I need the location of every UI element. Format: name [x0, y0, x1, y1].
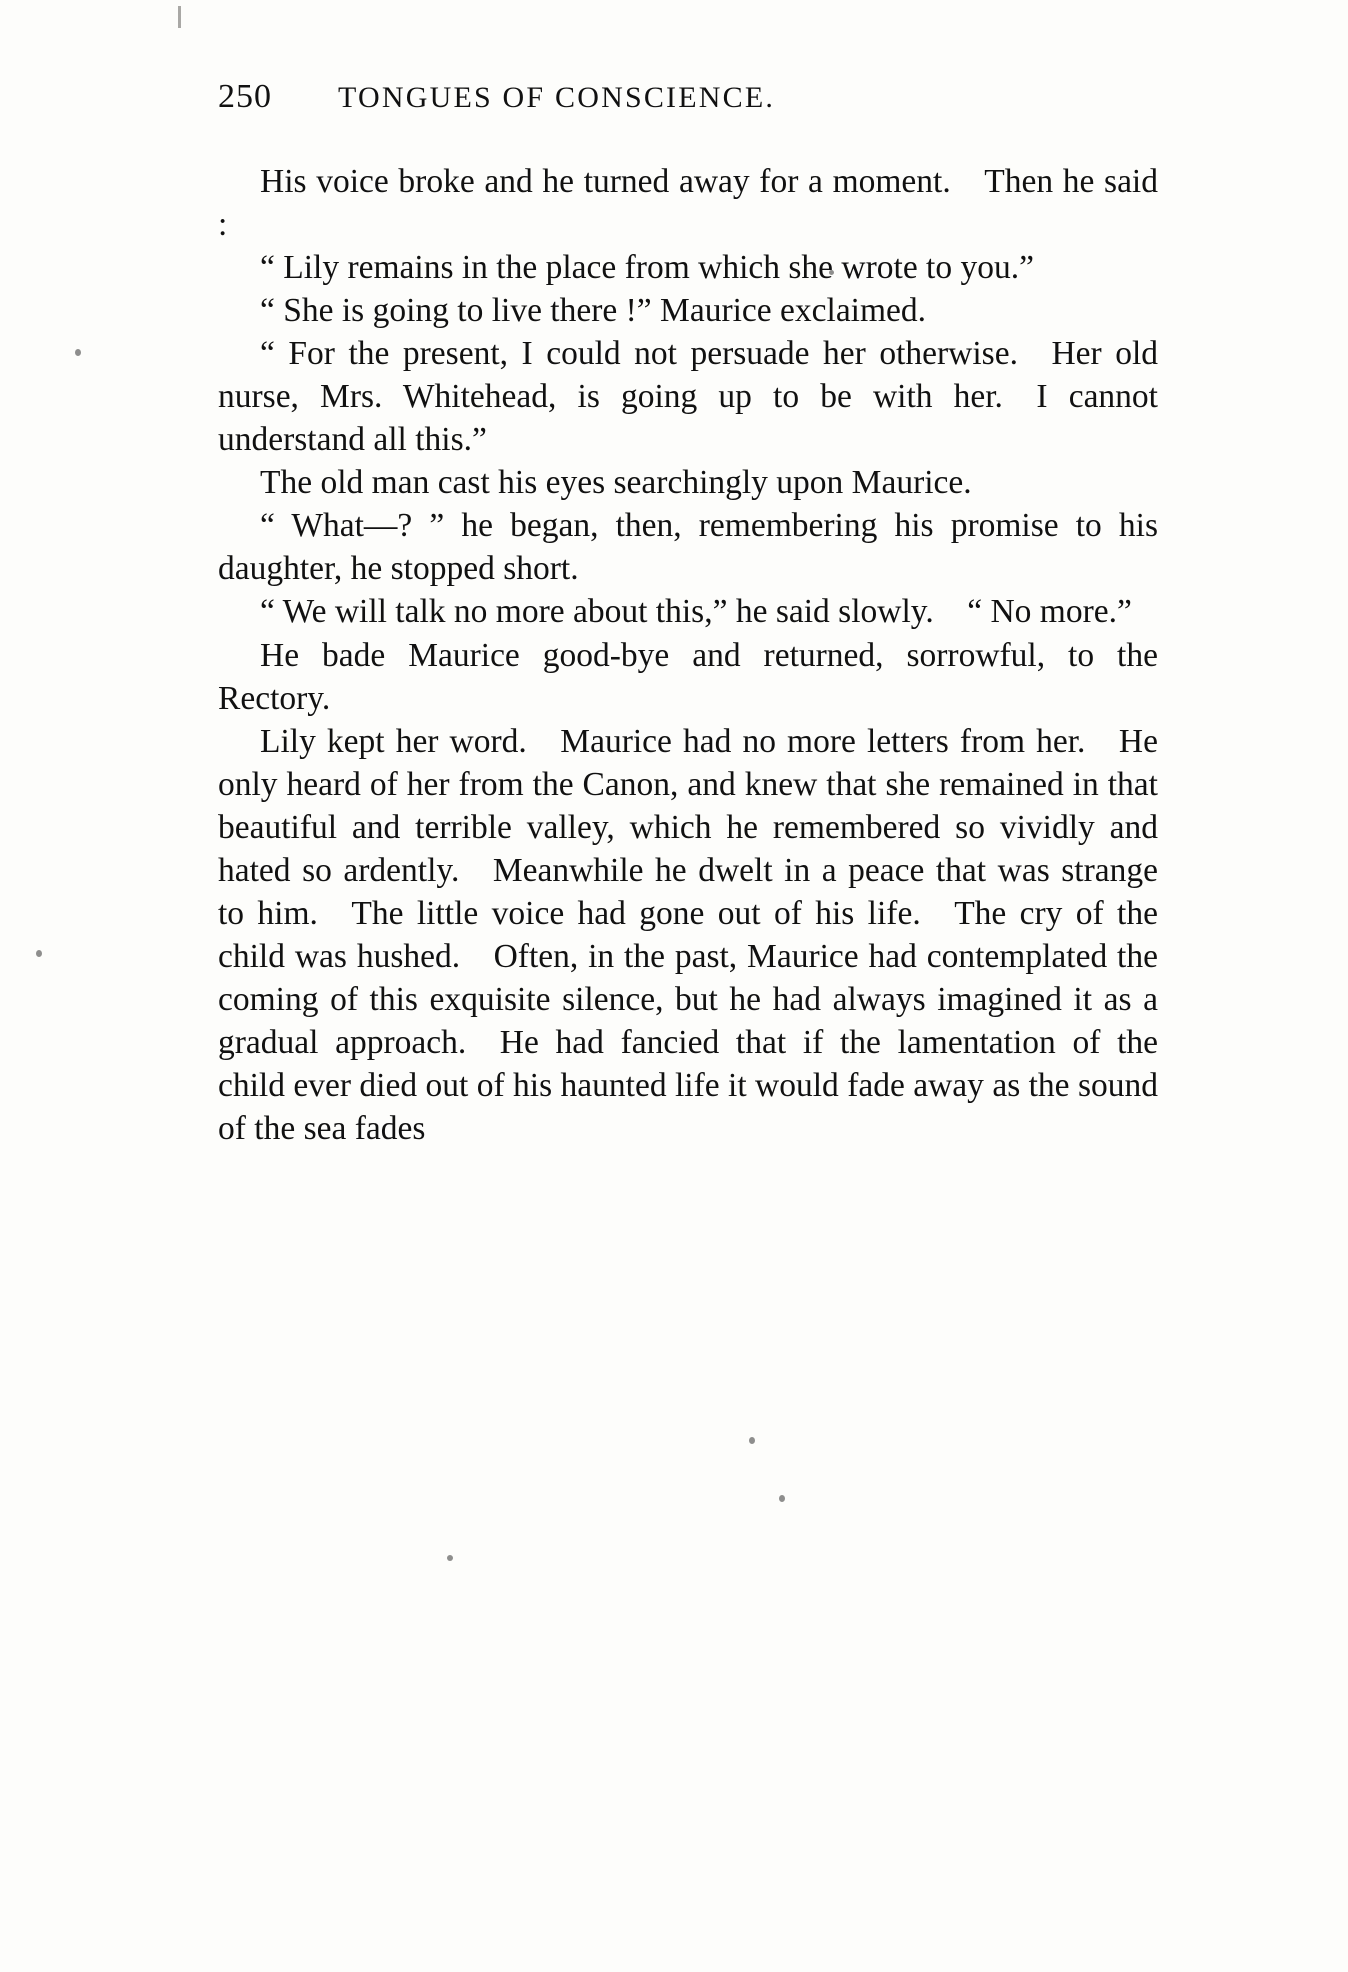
paragraph: “ For the present, I could not persuade her otherwise. Her old nurse, Mrs. Whitehead, is going up to be with her. I cannot understand all this.”: [218, 335, 1158, 459]
scan-artifact-speckle: [447, 1555, 453, 1561]
page-header: [218, 78, 1168, 116]
scan-artifact-speckle: [749, 1437, 755, 1444]
scan-artifact-speckle: [75, 349, 81, 356]
scan-artifact-speckle: [36, 950, 42, 957]
paragraph: “ What—? ” he began, then, remembering his promise to his daughter, he stopped short.: [218, 507, 1158, 588]
scan-artifact-top-tick: [178, 6, 181, 28]
paragraph: “ Lily remains in the place from which she wrote to you.”: [260, 249, 1034, 287]
paragraph: Lily kept her word. Maurice had no more letters from her. He only heard of her from the Canon, and knew that she remained in that beautiful and terrible valley, which he remembered so vividly and hated so ardently. Meanwhile he dwelt in a peace that was strange to him. The little voice had gone out of his life. The cry of the child was hushed. Often, in the past, Maurice had contemplated the coming of this exquisite silence, but he had always imagined it as a gradual approach. He had fancied that if the lamentation of the child ever died out of his haunted life it would fade away as the sound of the sea fades: [218, 722, 1158, 1148]
paragraph: “ We will talk no more about this,” he said slowly. “ No more.”: [260, 593, 1132, 631]
running-head: TONGUES OF CONSCIENCE.: [338, 81, 776, 114]
paragraph: His voice broke and he turned away for a moment. Then he said :: [218, 163, 1158, 244]
paragraph: He bade Maurice good-bye and returned, sorrowful, to the Rectory.: [218, 636, 1158, 717]
page-number: 250: [218, 78, 272, 115]
paragraph: “ She is going to live there !” Maurice exclaimed.: [260, 292, 927, 330]
paragraph: The old man cast his eyes searchingly upon Maurice.: [260, 464, 972, 502]
scan-artifact-speckle: [779, 1495, 785, 1502]
page-body: [218, 160, 1158, 1150]
